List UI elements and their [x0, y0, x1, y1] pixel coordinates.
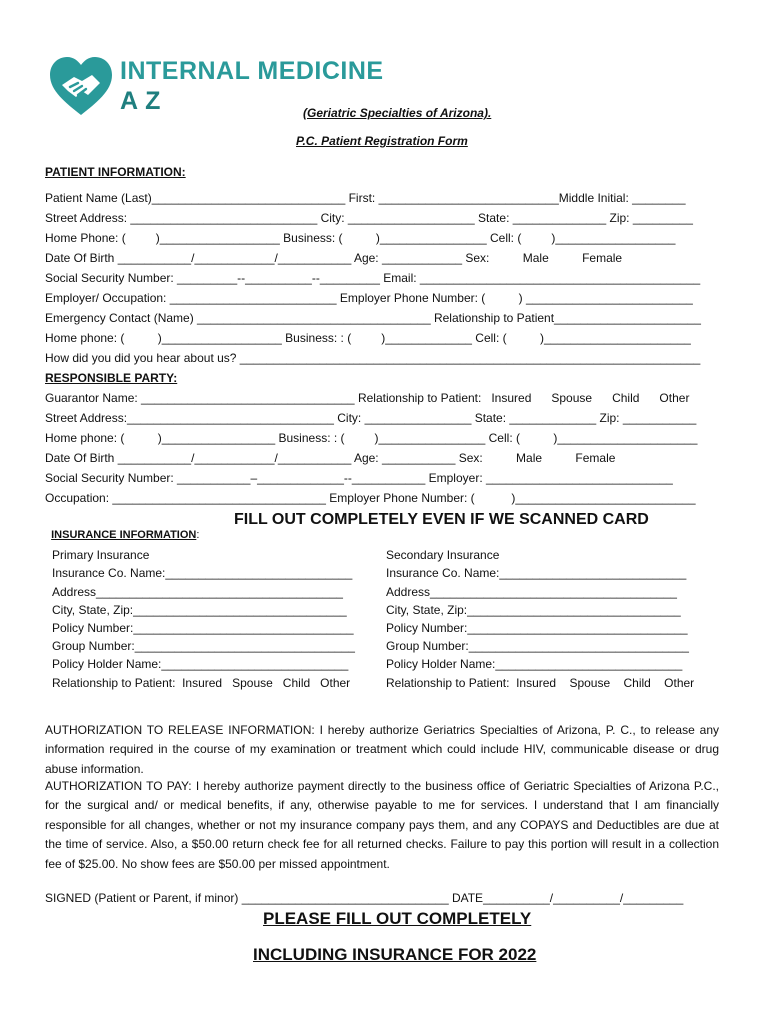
patient-line-emergency[interactable]: Emergency Contact (Name) ___________________________________ Relationship to Patient______________________: [45, 311, 701, 325]
primary-insurance-group[interactable]: Group Number:_________________________________: [52, 639, 355, 653]
logo-line2: A Z: [120, 87, 161, 115]
primary-insurance-relationship[interactable]: Relationship to Patient: Insured Spouse Child Other: [52, 676, 351, 690]
responsible-line-guarantor[interactable]: Guarantor Name: ________________________________ Relationship to Patient: Insured Spouse Child Other: [45, 391, 690, 405]
responsible-line-address[interactable]: Street Address:_______________________________ City: ________________ State: _____________ Zip: ___________: [45, 411, 697, 425]
patient-line-employer[interactable]: Employer/ Occupation: _________________________ Employer Phone Number: ( ) _________________________: [45, 291, 693, 305]
patient-line-name[interactable]: Patient Name (Last)_____________________________ First: ___________________________Middle Initial: ________: [45, 191, 686, 205]
primary-insurance-address[interactable]: Address_____________________________________: [52, 585, 343, 599]
responsible-section-title: RESPONSIBLE PARTY:: [45, 371, 178, 385]
patient-line-phone[interactable]: Home Phone: ( )__________________ Business: ( )________________ Cell: ( )__________________: [45, 231, 676, 245]
primary-insurance-city[interactable]: City, State, Zip:________________________________: [52, 603, 347, 617]
logo-line1: INTERNAL MEDICINE: [120, 57, 384, 85]
secondary-insurance-relationship[interactable]: Relationship to Patient: Insured Spouse Child Other: [386, 676, 695, 690]
patient-line-home-phone[interactable]: Home phone: ( )__________________ Business: : ( )_____________ Cell: ( )______________________: [45, 331, 691, 345]
form-title: P.C. Patient Registration Form: [296, 134, 468, 148]
secondary-insurance-group[interactable]: Group Number:_________________________________: [386, 639, 689, 653]
subtitle: (Geriatric Specialties of Arizona).: [303, 106, 492, 120]
footer-line1: PLEASE FILL OUT COMPLETELY: [263, 909, 532, 928]
secondary-insurance-holder[interactable]: Policy Holder Name:____________________________: [386, 657, 683, 671]
secondary-insurance-address[interactable]: Address_____________________________________: [386, 585, 677, 599]
patient-line-ssn[interactable]: Social Security Number: _________--__________--_________ Email: __________________________________________: [45, 271, 701, 285]
responsible-line-phone[interactable]: Home phone: ( )_________________ Business: : ( )________________ Cell: ( )_____________________: [45, 431, 698, 445]
authorization-release: AUTHORIZATION TO RELEASE INFORMATION: I hereby authorize Geriatrics Specialties of Arizona, P. C., to release any information required in the course of my examination or treatment which could include HIV, communicable disease or drug abuse information.: [45, 723, 719, 776]
responsible-line-ssn[interactable]: Social Security Number: ___________–_____________--___________ Employer: ____________________________: [45, 471, 673, 485]
primary-insurance-heading: Primary Insurance: [52, 548, 150, 562]
insurance-title-colon: :: [196, 529, 200, 541]
responsible-line-dob[interactable]: Date Of Birth ___________/____________/___________ Age: ___________ Sex: Male Female: [45, 451, 616, 465]
insurance-banner: FILL OUT COMPLETELY EVEN IF WE SCANNED CARD: [234, 511, 649, 528]
insurance-title-text: INSURANCE INFORMATION: [51, 529, 197, 541]
patient-section-title: PATIENT INFORMATION:: [45, 165, 186, 179]
heart-handshake-icon: [48, 55, 114, 117]
secondary-insurance-policy[interactable]: Policy Number:_________________________________: [386, 621, 688, 635]
insurance-section-title: [45, 517, 199, 541]
secondary-insurance-city[interactable]: City, State, Zip:________________________________: [386, 603, 681, 617]
patient-line-dob[interactable]: Date Of Birth ___________/____________/___________ Age: ____________ Sex: Male Female: [45, 251, 623, 265]
logo: [48, 55, 384, 117]
signature-line[interactable]: SIGNED (Patient or Parent, if minor) _______________________________ DATE__________/__________/_________: [45, 891, 684, 905]
responsible-line-occupation[interactable]: Occupation: ________________________________ Employer Phone Number: ( )___________________________: [45, 491, 696, 505]
patient-line-address[interactable]: Street Address: ____________________________ City: ___________________ State: ______________ Zip: _________: [45, 211, 693, 225]
patient-line-referral[interactable]: How did you did you hear about us? _____________________________________________________________________: [45, 351, 701, 365]
secondary-insurance-company[interactable]: Insurance Co. Name:____________________________: [386, 566, 687, 580]
primary-insurance-company[interactable]: Insurance Co. Name:____________________________: [52, 566, 353, 580]
authorization-pay: AUTHORIZATION TO PAY: I hereby authorize payment directly to the business office of Geriatric Specialties of Arizona P.C., for the surgical and/ or medical benefits, if any, otherwise payable to me for services. I understand that I am financially responsible for all changes, whether or not my insurance company pays them, and any COPAYS and Deductibles are due at the time of service. Also, a $50.00 return check fee for all returned checks. Failure to pay this portion will result in a collection fee of $25.00. No show fees are $50.00 per missed appointment.: [45, 779, 719, 871]
primary-insurance-holder[interactable]: Policy Holder Name:____________________________: [52, 657, 349, 671]
footer-line2: INCLUDING INSURANCE FOR 2022: [253, 945, 537, 964]
primary-insurance-policy[interactable]: Policy Number:_________________________________: [52, 621, 354, 635]
secondary-insurance-heading: Secondary Insurance: [386, 548, 500, 562]
